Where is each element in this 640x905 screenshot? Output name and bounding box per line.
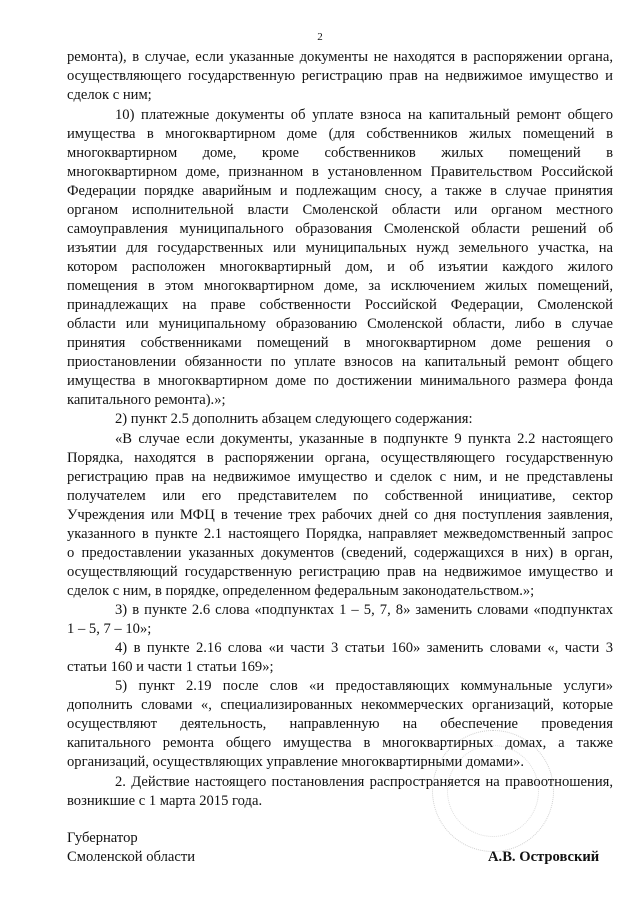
text-line: Учреждения или МФЦ в течение трех рабочих дней со дня поступления заявления, (67, 507, 613, 523)
official-stamp (432, 730, 554, 852)
text-line: статьи 160 и части 1 статьи 169»; (67, 659, 274, 675)
text-line: многоквартирном доме, признанном в установленном Правительством Российской (67, 164, 613, 180)
text-line: осуществляющего государственную регистрацию прав на недвижимое имущество и (67, 68, 613, 84)
signatory-name: А.В. Островский (488, 849, 600, 865)
text-line: осуществляющий государственную регистрацию прав на недвижимое имущество и (67, 564, 613, 580)
text-line: приостановлении обязанности по уплате взносов на капитальный ремонт общего (67, 354, 613, 370)
text-line: органом исполнительной власти Смоленской области или органом местного (67, 202, 613, 218)
text-line: 1 – 5, 7 – 10»; (67, 621, 152, 637)
text-line: регистрацию прав на недвижимое имущество и сделок с ним, и не представлены (67, 469, 613, 485)
text-line: области или муниципальному образованию Смоленской области, либо в случае (67, 316, 613, 332)
text-line: 2. Действие настоящего постановления распространяется на правоотношения, (115, 774, 613, 790)
text-line: самоуправления муниципального образования Смоленской области решений об (67, 221, 613, 237)
text-line: 5) пункт 2.19 после слов «и предоставляющих коммунальные услуги» (115, 678, 613, 694)
signatory-position: Губернатор (67, 830, 138, 846)
text-line: получателем или его представителем по собственной инициативе, сектор (67, 488, 613, 504)
signatory-region: Смоленской области (67, 849, 196, 865)
text-line: изъятии для государственных или муниципальных нужд земельного участка, на (67, 240, 613, 256)
text-line: осуществляют деятельность, направленную на обеспечение проведения (67, 716, 613, 732)
text-line: капитального ремонта общего имущества в многоквартирных домах, а также (67, 735, 613, 751)
text-line: котором расположен многоквартирный дом, и об изъятии каждого жилого (67, 259, 613, 275)
text-line: 10) платежные документы об уплате взноса на капитальный ремонт общего (115, 107, 613, 123)
text-line: указанного в пункте 2.1 настоящего Порядка, направляет межведомственный запрос (67, 526, 613, 542)
text-line: имущества в многоквартирном доме по достижении минимального размера фонда (67, 373, 613, 389)
text-line: дополнить словами «, специализированных некоммерческих организаций, которые (67, 697, 613, 713)
text-line: возникшие с 1 марта 2015 года. (67, 793, 263, 809)
text-line: сделок с ним, в порядке, определенном федеральным законодательством.»; (67, 583, 535, 599)
text-line: капитального ремонта).»; (67, 392, 226, 408)
text-line: 3) в пункте 2.6 слова «подпунктах 1 – 5, 7, 8» заменить словами «подпунктах (115, 602, 613, 618)
text-line: Порядка, находятся в распоряжении органа, осуществляющего государственную (67, 450, 613, 466)
text-line: 4) в пункте 2.16 слова «и части 3 статьи 160» заменить словами «, части 3 (115, 640, 613, 656)
text-line: «В случае если документы, указанные в подпункте 9 пункта 2.2 настоящего (115, 431, 613, 447)
text-line: принятия собственниками помещений в многоквартирном доме решения о (67, 335, 613, 351)
text-line: многоквартирном доме, кроме собственников жилых помещений в (67, 145, 613, 161)
official-stamp-inner-ring (447, 745, 539, 837)
text-line: 2) пункт 2.5 дополнить абзацем следующего содержания: (115, 411, 473, 427)
text-line: Федерации порядке аварийным и подлежащим сносу, а также в случае принятия (67, 183, 613, 199)
text-line: организаций, осуществляющих управление многоквартирными домами». (67, 754, 524, 770)
text-line: принадлежащих на праве собственности Российской Федерации, Смоленской (67, 297, 613, 313)
page-number: 2 (317, 31, 323, 43)
text-line: помещения в этом многоквартирном доме, за исключением жилых помещений, (67, 278, 613, 294)
text-line: ремонта), в случае, если указанные документы не находятся в распоряжении органа, (67, 49, 613, 65)
text-line: сделок с ним; (67, 87, 152, 103)
text-line: о предоставлении указанных документов (сведений, содержащихся в них) в орган, (67, 545, 613, 561)
text-line: имущества в многоквартирном доме (для собственников жилых помещений в (67, 126, 613, 142)
